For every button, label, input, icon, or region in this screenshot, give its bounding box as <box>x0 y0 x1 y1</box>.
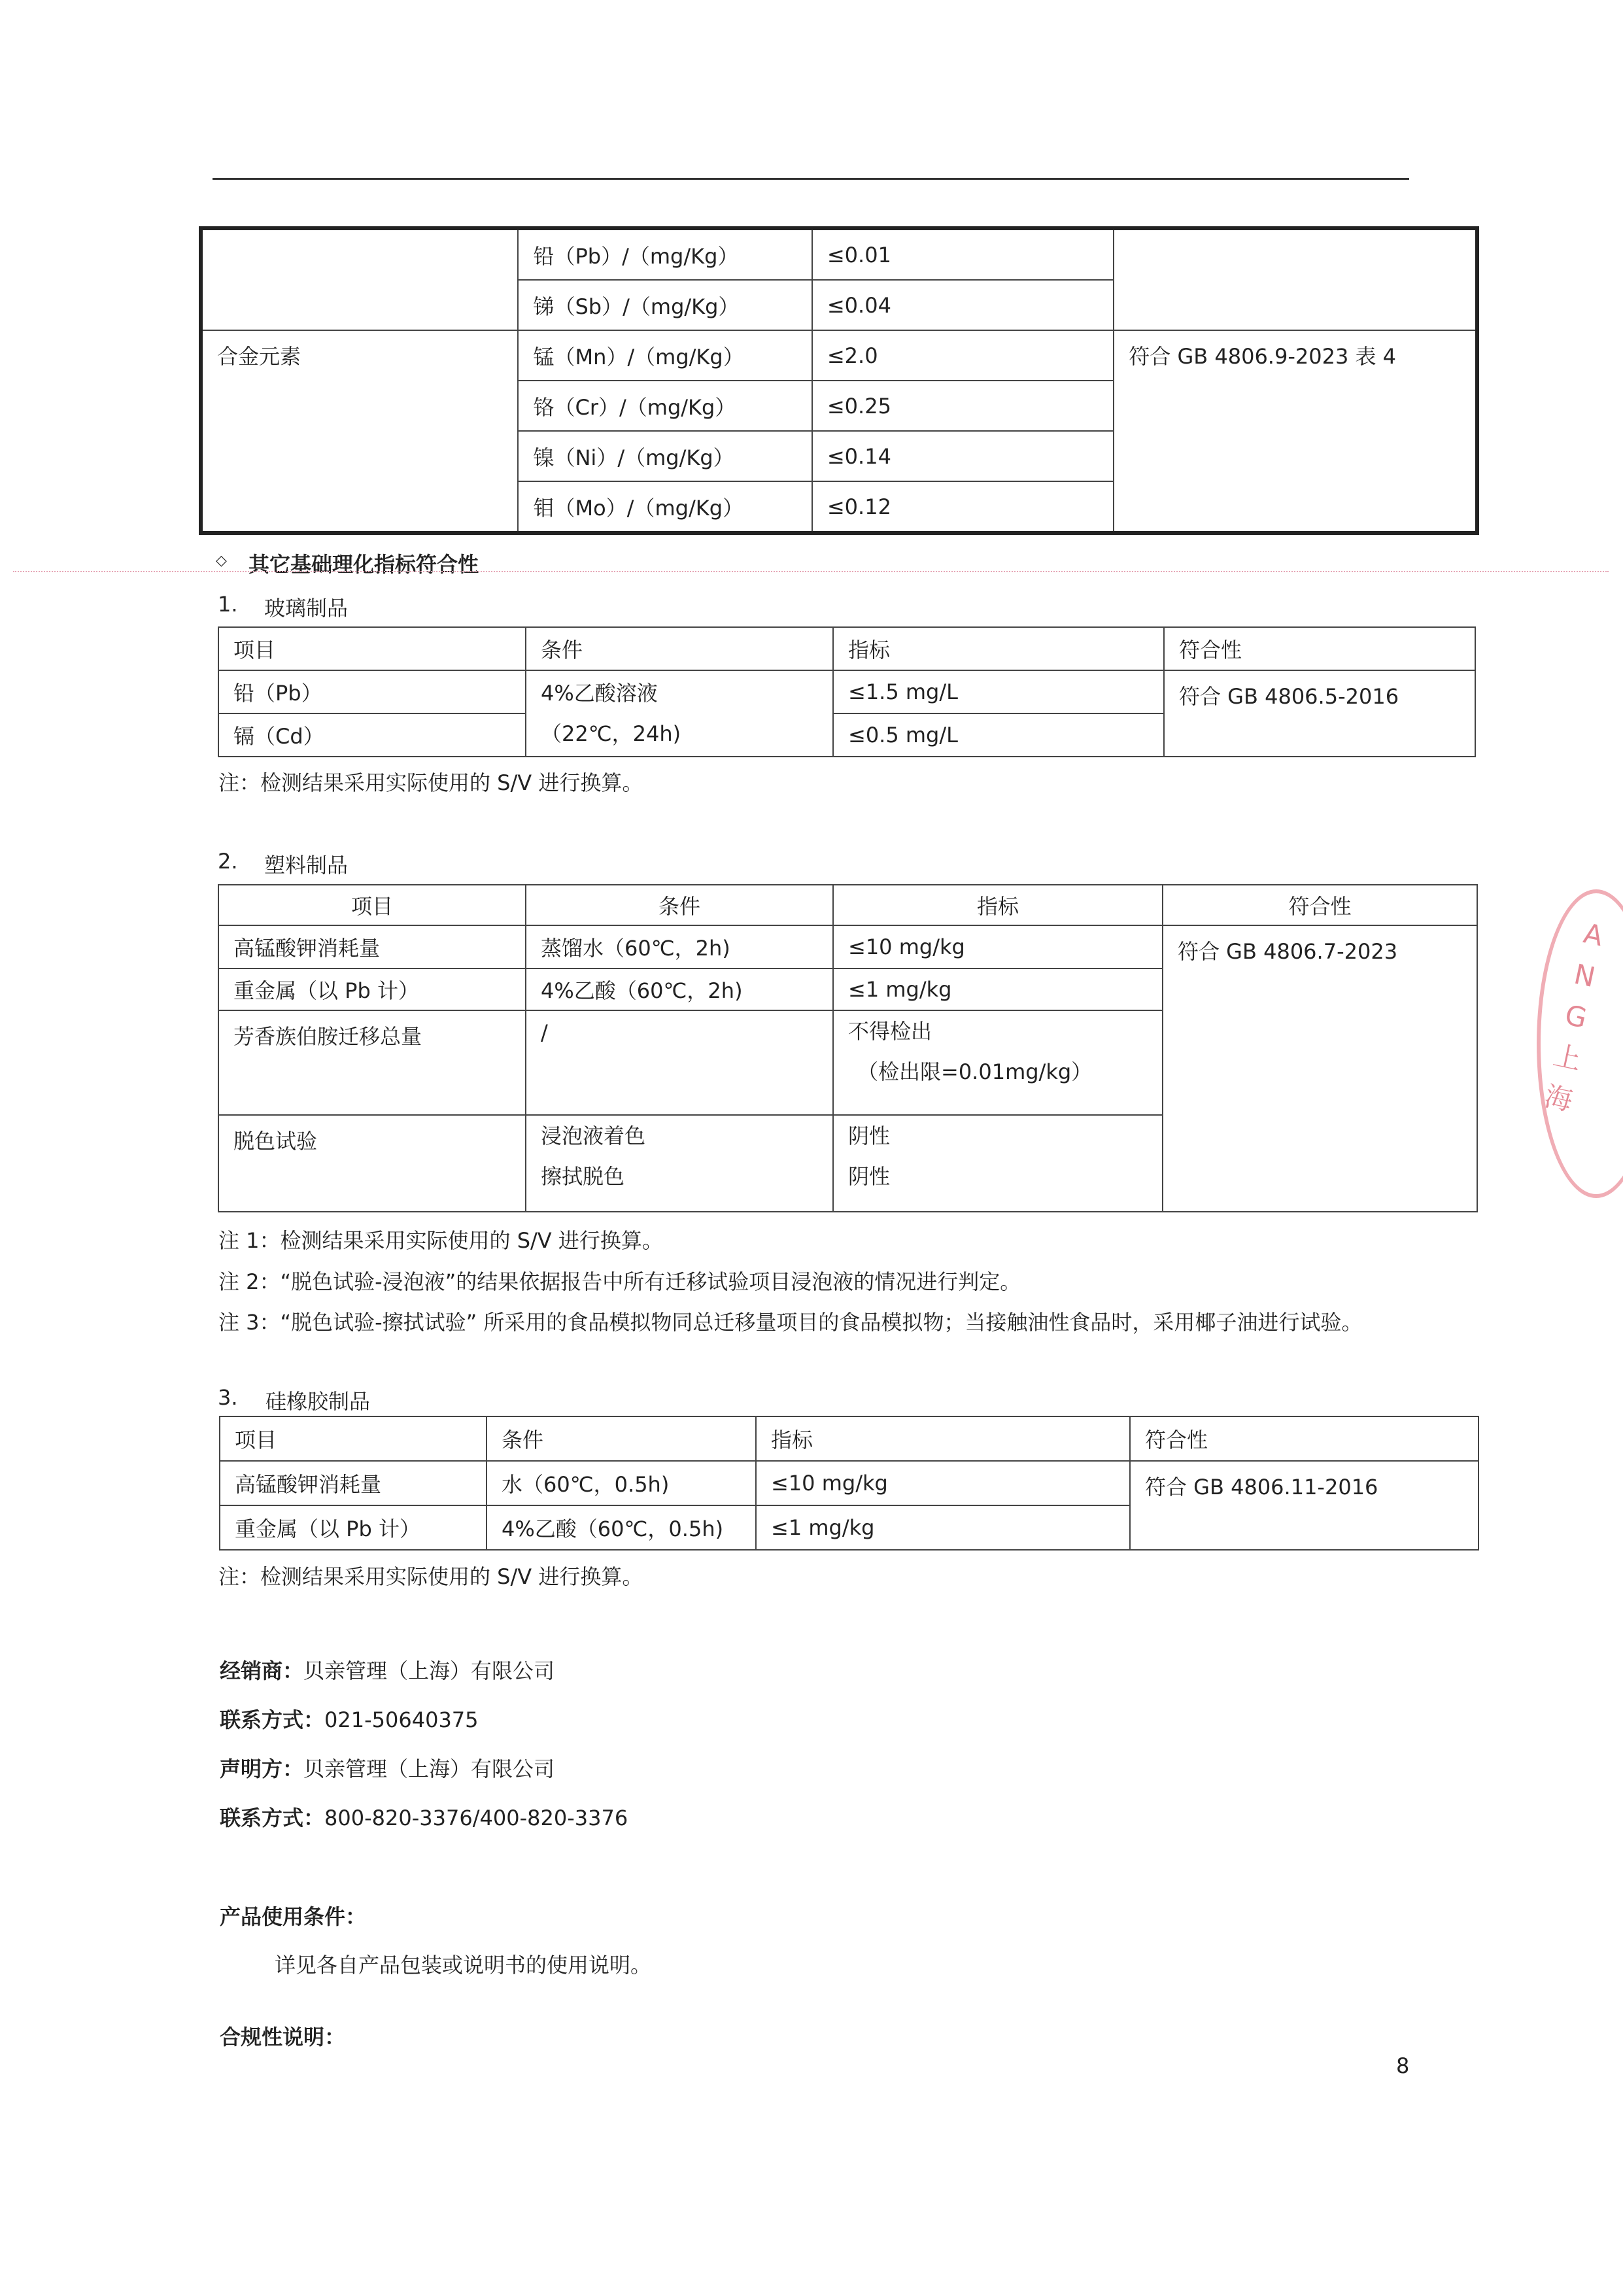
rubber-compliance: 符合 GB 4806.11-2016 <box>1130 1461 1478 1550</box>
alloy-limit-pb: ≤0.01 <box>812 228 1114 280</box>
rubber-note: 注：检测结果采用实际使用的 S/V 进行换算。 <box>218 1564 643 1589</box>
glass-limit-pb: ≤1.5 mg/L <box>833 670 1164 713</box>
seal-stamp-text: A N G 上 海 <box>1541 917 1606 1118</box>
rubber-header-limit: 指标 <box>756 1416 1130 1461</box>
glass-item-cd: 镉（Cd） <box>218 713 526 757</box>
alloy-item-pb: 铅（Pb）/（mg/Kg） <box>518 228 811 280</box>
alloy-limit-cr: ≤0.25 <box>812 381 1114 431</box>
alloy-item-sb: 锑（Sb）/（mg/Kg） <box>518 280 811 330</box>
rubber-item-kmno4: 高锰酸钾消耗量 <box>220 1461 487 1505</box>
rubber-item-heavy-metal: 重金属（以 Pb 计） <box>220 1505 487 1550</box>
plastic-item-decolor: 脱色试验 <box>218 1115 526 1212</box>
plastic-note-3: 注 3：“脱色试验-擦拭试验” 所采用的食品模拟物同总迁移量项目的食品模拟物；当接触油性食品时，采用椰子油进行试验。 <box>218 1310 1363 1335</box>
glass-heading-num: 1. <box>218 592 238 617</box>
contact-declarant: 声明方：贝亲管理（上海）有限公司 <box>220 1756 555 1781</box>
glass-heading: 玻璃制品 <box>264 596 349 621</box>
alloy-table <box>199 226 1479 535</box>
glass-condition: 4%乙酸溶液 （22℃，24h) <box>526 670 833 757</box>
glass-header-compliance: 符合性 <box>1164 627 1475 670</box>
plastic-condition-heavy-metal: 4%乙酸（60℃，2h) <box>526 968 833 1010</box>
alloy-item-mn: 锰（Mn）/（mg/Kg） <box>518 330 811 381</box>
plastic-heading: 塑料制品 <box>264 853 349 878</box>
glass-item-pb: 铅（Pb） <box>218 670 526 713</box>
contact-distributor: 经销商：贝亲管理（上海）有限公司 <box>220 1658 555 1683</box>
plastic-table <box>218 884 1478 1212</box>
alloy-item-mo: 钼（Mo）/（mg/Kg） <box>518 481 811 533</box>
glass-limit-cd: ≤0.5 mg/L <box>833 713 1164 757</box>
diamond-bullet-icon: ◇ <box>216 553 227 569</box>
usage-label: 产品使用条件： <box>220 1904 367 1929</box>
alloy-compliance: 符合 GB 4806.9-2023 表 4 <box>1114 330 1477 533</box>
alloy-limit-mo: ≤0.12 <box>812 481 1114 533</box>
plastic-heading-num: 2. <box>218 849 238 874</box>
rubber-header-item: 项目 <box>220 1416 487 1461</box>
rubber-limit-heavy-metal: ≤1 mg/kg <box>756 1505 1130 1550</box>
plastic-limit-kmno4: ≤10 mg/kg <box>833 925 1163 968</box>
plastic-condition-kmno4: 蒸馏水（60℃，2h) <box>526 925 833 968</box>
header-rule <box>213 178 1409 180</box>
plastic-limit-aromatic: 不得检出 （检出限=0.01mg/kg） <box>833 1010 1163 1115</box>
plastic-item-heavy-metal: 重金属（以 Pb 计） <box>218 968 526 1010</box>
rubber-table <box>219 1416 1479 1551</box>
usage-text: 详见各自产品包装或说明书的使用说明。 <box>275 1953 652 1978</box>
compliance-label: 合规性说明： <box>220 2025 346 2049</box>
alloy-limit-sb: ≤0.04 <box>812 280 1114 330</box>
alloy-limit-ni: ≤0.14 <box>812 431 1114 481</box>
contact-distributor-phone: 联系方式：021-50640375 <box>220 1707 479 1732</box>
rubber-limit-kmno4: ≤10 mg/kg <box>756 1461 1130 1505</box>
plastic-limit-heavy-metal: ≤1 mg/kg <box>833 968 1163 1010</box>
rubber-heading-num: 3. <box>218 1385 238 1410</box>
rubber-heading: 硅橡胶制品 <box>265 1389 371 1414</box>
plastic-condition-aromatic: / <box>526 1010 833 1115</box>
plastic-header-limit: 指标 <box>833 885 1163 925</box>
plastic-item-kmno4: 高锰酸钾消耗量 <box>218 925 526 968</box>
glass-table <box>218 626 1476 757</box>
rubber-header-condition: 条件 <box>487 1416 756 1461</box>
plastic-header-item: 项目 <box>218 885 526 925</box>
glass-header-condition: 条件 <box>526 627 833 670</box>
plastic-compliance: 符合 GB 4806.7-2023 <box>1163 925 1477 1212</box>
contact-declarant-phone: 联系方式：800-820-3376/400-820-3376 <box>220 1806 628 1830</box>
plastic-header-condition: 条件 <box>526 885 833 925</box>
plastic-note-2: 注 2：“脱色试验-浸泡液”的结果依据报告中所有迁移试验项目浸泡液的情况进行判定。 <box>218 1269 1021 1294</box>
alloy-item-cr: 铬（Cr）/（mg/Kg） <box>518 381 811 431</box>
glass-note: 注：检测结果采用实际使用的 S/V 进行换算。 <box>218 770 643 795</box>
plastic-header-compliance: 符合性 <box>1163 885 1477 925</box>
section-divider <box>13 571 1609 572</box>
alloy-limit-mn: ≤2.0 <box>812 330 1114 381</box>
plastic-note-1: 注 1：检测结果采用实际使用的 S/V 进行换算。 <box>218 1228 663 1253</box>
plastic-condition-decolor: 浸泡液着色 擦拭脱色 <box>526 1115 833 1212</box>
page-number: 8 <box>1396 2053 1410 2078</box>
plastic-item-aromatic: 芳香族伯胺迁移总量 <box>218 1010 526 1115</box>
glass-header-item: 项目 <box>218 627 526 670</box>
glass-header-limit: 指标 <box>833 627 1164 670</box>
rubber-condition-heavy-metal: 4%乙酸（60℃，0.5h) <box>487 1505 756 1550</box>
alloy-item-ni: 镍（Ni）/（mg/Kg） <box>518 431 811 481</box>
section-title: 其它基础理化指标符合性 <box>248 552 479 577</box>
plastic-result-decolor: 阴性 阴性 <box>833 1115 1163 1212</box>
glass-compliance: 符合 GB 4806.5-2016 <box>1164 670 1475 757</box>
rubber-header-compliance: 符合性 <box>1130 1416 1478 1461</box>
rubber-condition-kmno4: 水（60℃，0.5h) <box>487 1461 756 1505</box>
alloy-category: 合金元素 <box>201 330 518 533</box>
